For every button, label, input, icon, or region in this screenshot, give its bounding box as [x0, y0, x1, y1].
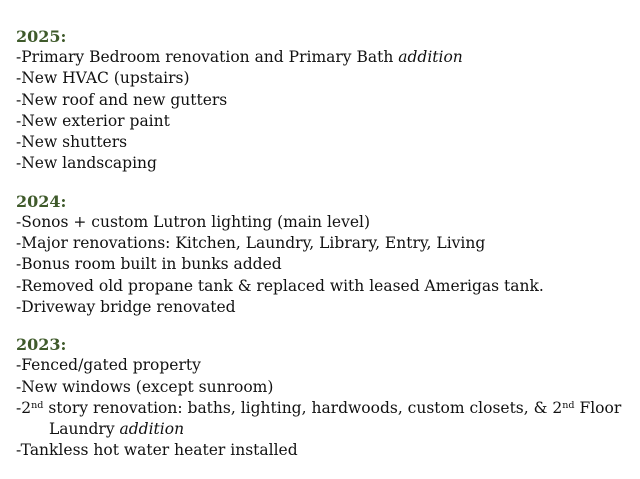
section-2023 — [16, 335, 634, 461]
year-heading-2024: 2024: — [16, 191, 67, 211]
list-item: -Major renovations: Kitchen, Laundry, Library, Entry, Living — [16, 234, 486, 253]
section-2024 — [16, 192, 634, 318]
list-item: -Sonos + custom Lutron lighting (main level) — [16, 212, 371, 231]
list-item: -Driveway bridge renovated — [16, 297, 236, 316]
list-item: -Tankless hot water heater installed — [16, 441, 298, 460]
document-body — [16, 27, 634, 479]
ordinal-suffix: nd — [562, 400, 575, 412]
list-item: -New exterior paint — [16, 111, 170, 130]
list-item: -Removed old propane tank & replaced with leased Amerigas tank. — [16, 276, 544, 295]
emphasis: addition — [398, 48, 463, 66]
section-2025 — [16, 27, 634, 175]
emphasis: addition — [119, 420, 185, 439]
list-item: -New windows (except sunroom) — [16, 377, 274, 396]
list-item: -New HVAC (upstairs) — [16, 69, 190, 88]
list-item: -New roof and new gutters — [16, 90, 228, 109]
list-item: -Primary Bedroom renovation and Primary Bath addition — [16, 48, 463, 66]
list-item: -2nd story renovation: baths, lighting, hardwoods, custom closets, & 2nd Floor Laundry addition — [16, 398, 634, 441]
list-item: -New landscaping — [16, 154, 157, 173]
list-item: -Fenced/gated property — [16, 356, 201, 375]
list-item: -New shutters — [16, 133, 128, 152]
year-heading-2023: 2023: — [16, 335, 67, 355]
ordinal-suffix: nd — [31, 400, 44, 412]
list-item: -Bonus room built in bunks added — [16, 255, 282, 274]
year-heading-2025: 2025: — [16, 27, 67, 46]
list-item-continuation: Laundry addition — [49, 420, 185, 439]
